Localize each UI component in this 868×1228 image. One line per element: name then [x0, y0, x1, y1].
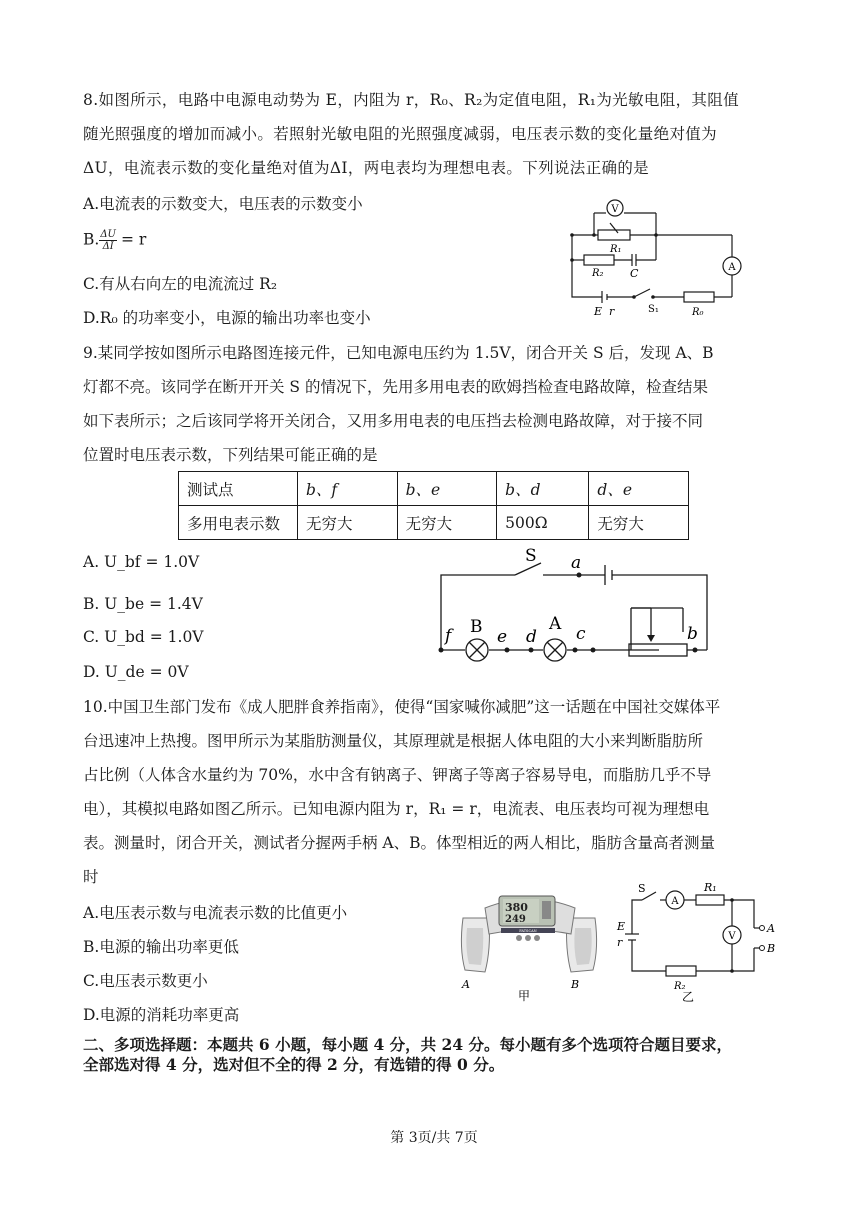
- q10-handle-b-label: B: [571, 978, 580, 991]
- q10-terminal-a-label: A: [767, 922, 775, 935]
- q8-option-b-fraction: [99, 229, 117, 252]
- q9-lamp-a-label: A: [549, 614, 562, 634]
- q9-stem-line-1: 9.某同学按如图所示电路图连接元件，已知电源电压约为 1.5V，闭合开关 S 后，发现 A、B: [83, 344, 714, 362]
- q8-stem-line-1: 8.如图所示，电路中电源电动势为 E，内阻为 r，R₀、R₂为定值电阻，R₁为光敏电阻，其阻值: [83, 91, 739, 109]
- q8-option-b-numerator: ΔU: [100, 229, 116, 240]
- table-row: [179, 506, 689, 540]
- table-cell: b、d: [497, 472, 589, 506]
- q9-point-c-label: c: [576, 624, 586, 644]
- q8-option-c: C.有从右向左的电流流过 R₂: [83, 275, 278, 293]
- q10-fat-meter-device: [455, 888, 605, 1008]
- q9-stem-line-2: 灯都不亮。该同学在断开开关 S 的情况下，先用多用电表的欧姆挡检查电路故障，检查结果: [83, 378, 708, 396]
- q9-point-e-label: e: [497, 627, 508, 647]
- q10-resistance-label: r: [617, 936, 623, 949]
- q10-stem-line-4: 电），其模拟电路如图乙所示。已知电源内阻为 r，R₁ = r，电流表、电压表均可视为理想电: [83, 800, 710, 818]
- q9-option-a: A. U_bf = 1.0V: [83, 553, 200, 571]
- q10-switch-label: S: [638, 882, 646, 895]
- q9-point-b-label: b: [687, 624, 698, 644]
- q9-circuit-diagram: [433, 543, 718, 673]
- q8-option-b-rest: = r: [120, 230, 147, 249]
- q9-result-table: [178, 471, 689, 540]
- q10-device-model-label: FATSCAN: [519, 929, 537, 933]
- q10-terminal-b-label: B: [767, 942, 776, 955]
- q10-option-a: A.电压表示数与电流表示数的比值更小: [83, 904, 348, 922]
- table-cell: b、e: [397, 472, 497, 506]
- q8-voltmeter-label: V: [611, 204, 619, 215]
- q9-switch-label: S: [525, 546, 537, 566]
- table-cell: 无穷大: [589, 506, 689, 540]
- table-cell: 多用电表示数: [179, 506, 298, 540]
- q8-ammeter-label: A: [728, 262, 736, 273]
- q8-r1-label: R₁: [610, 244, 622, 255]
- q9-option-d: D. U_de = 0V: [83, 663, 189, 681]
- q10-option-c: C.电压表示数更小: [83, 972, 208, 990]
- q10-voltmeter-label: V: [728, 931, 736, 942]
- section-2-heading-line-2: 全部选对得 4 分，选对但不全的得 2 分，有选错的得 0 分。: [83, 1055, 505, 1074]
- q10-r2-label: R₂: [674, 981, 686, 992]
- q10-screen-value-2: 249: [505, 914, 526, 925]
- q8-stem-line-2: 随光照强度的增加而减小。若照射光敏电阻的光照强度减弱，电压表示数的变化量绝对值为: [83, 125, 718, 143]
- q8-resistance-label: r: [609, 305, 615, 318]
- q10-option-b: B.电源的输出功率更低: [83, 938, 239, 956]
- q8-capacitor-label: C: [630, 267, 639, 280]
- q10-ammeter-label: A: [671, 896, 679, 907]
- q10-figure-jia-label: 甲: [518, 989, 531, 1003]
- q10-emf-label: E: [617, 920, 626, 933]
- q9-lamp-b-label: B: [470, 617, 483, 637]
- q8-option-b-prefix: B.: [83, 230, 100, 249]
- q8-r0-label: R₀: [692, 307, 704, 318]
- table-cell: b、f: [298, 472, 398, 506]
- q10-simulated-circuit: [612, 878, 784, 1003]
- section-2-heading-line-1: 二、多项选择题：本题共 6 小题，每小题 4 分，共 24 分。每小题有多个选项符合题目要求，: [83, 1035, 733, 1054]
- q8-option-d: D.R₀ 的功率变小，电源的输出功率也变小: [83, 309, 371, 327]
- q10-option-d: D.电源的消耗功率更高: [83, 1006, 240, 1024]
- table-cell: d、e: [589, 472, 689, 506]
- q8-option-b-denominator: ΔI: [102, 241, 114, 252]
- q8-stem-line-3: ΔU，电流表示数的变化量绝对值为ΔI，两电表均为理想电表。下列说法正确的是: [83, 159, 650, 177]
- q10-handle-a-label: A: [462, 978, 470, 991]
- table-row: [179, 472, 689, 506]
- q9-point-f-label: f: [445, 626, 452, 646]
- q10-stem-line-6: 时: [83, 868, 99, 886]
- q8-circuit-diagram: [560, 195, 760, 320]
- q10-stem-line-5: 表。测量时，闭合开关，测试者分握两手柄 A、B。体型相近的两人相比，脂肪含量高者测量: [83, 834, 716, 852]
- q9-option-b: B. U_be = 1.4V: [83, 595, 203, 613]
- table-cell: 500Ω: [497, 506, 589, 540]
- q9-point-d-label: d: [526, 627, 537, 647]
- q9-option-c: C. U_bd = 1.0V: [83, 628, 204, 646]
- q10-r1-label: R₁: [704, 881, 717, 894]
- page-number: 第 3页/共 7页: [390, 1130, 478, 1146]
- table-cell: 无穷大: [397, 506, 497, 540]
- q8-r2-label: R₂: [592, 268, 604, 279]
- q9-stem-line-4: 位置时电压表示数，下列结果可能正确的是: [83, 446, 378, 464]
- q10-stem-line-2: 台迅速冲上热搜。图甲所示为某脂肪测量仪，其原理就是根据人体电阻的大小来判断脂肪所: [83, 732, 704, 750]
- q10-figure-yi-label: 乙: [682, 990, 695, 1003]
- q8-switch-label: S₁: [648, 304, 659, 315]
- q8-option-b: [83, 229, 146, 252]
- table-cell: 测试点: [179, 472, 298, 506]
- q10-stem-line-1: 10.中国卫生部门发布《成人肥胖食养指南》，使得“国家喊你减肥”这一话题在中国社交媒体平: [83, 698, 721, 716]
- q9-point-a-label: a: [571, 553, 582, 573]
- q10-screen-value-1: 380: [505, 901, 528, 914]
- q8-emf-label: E: [594, 305, 603, 318]
- q10-stem-line-3: 占比例（人体含水量约为 70%，水中含有钠离子、钾离子等离子容易导电，而脂肪几乎不导: [83, 766, 712, 784]
- q8-option-a: A.电流表的示数变大，电压表的示数变小: [83, 195, 363, 213]
- table-cell: 无穷大: [298, 506, 398, 540]
- q9-stem-line-3: 如下表所示；之后该同学将开关闭合，又用多用电表的电压挡去检测电路故障，对于接不同: [83, 412, 704, 430]
